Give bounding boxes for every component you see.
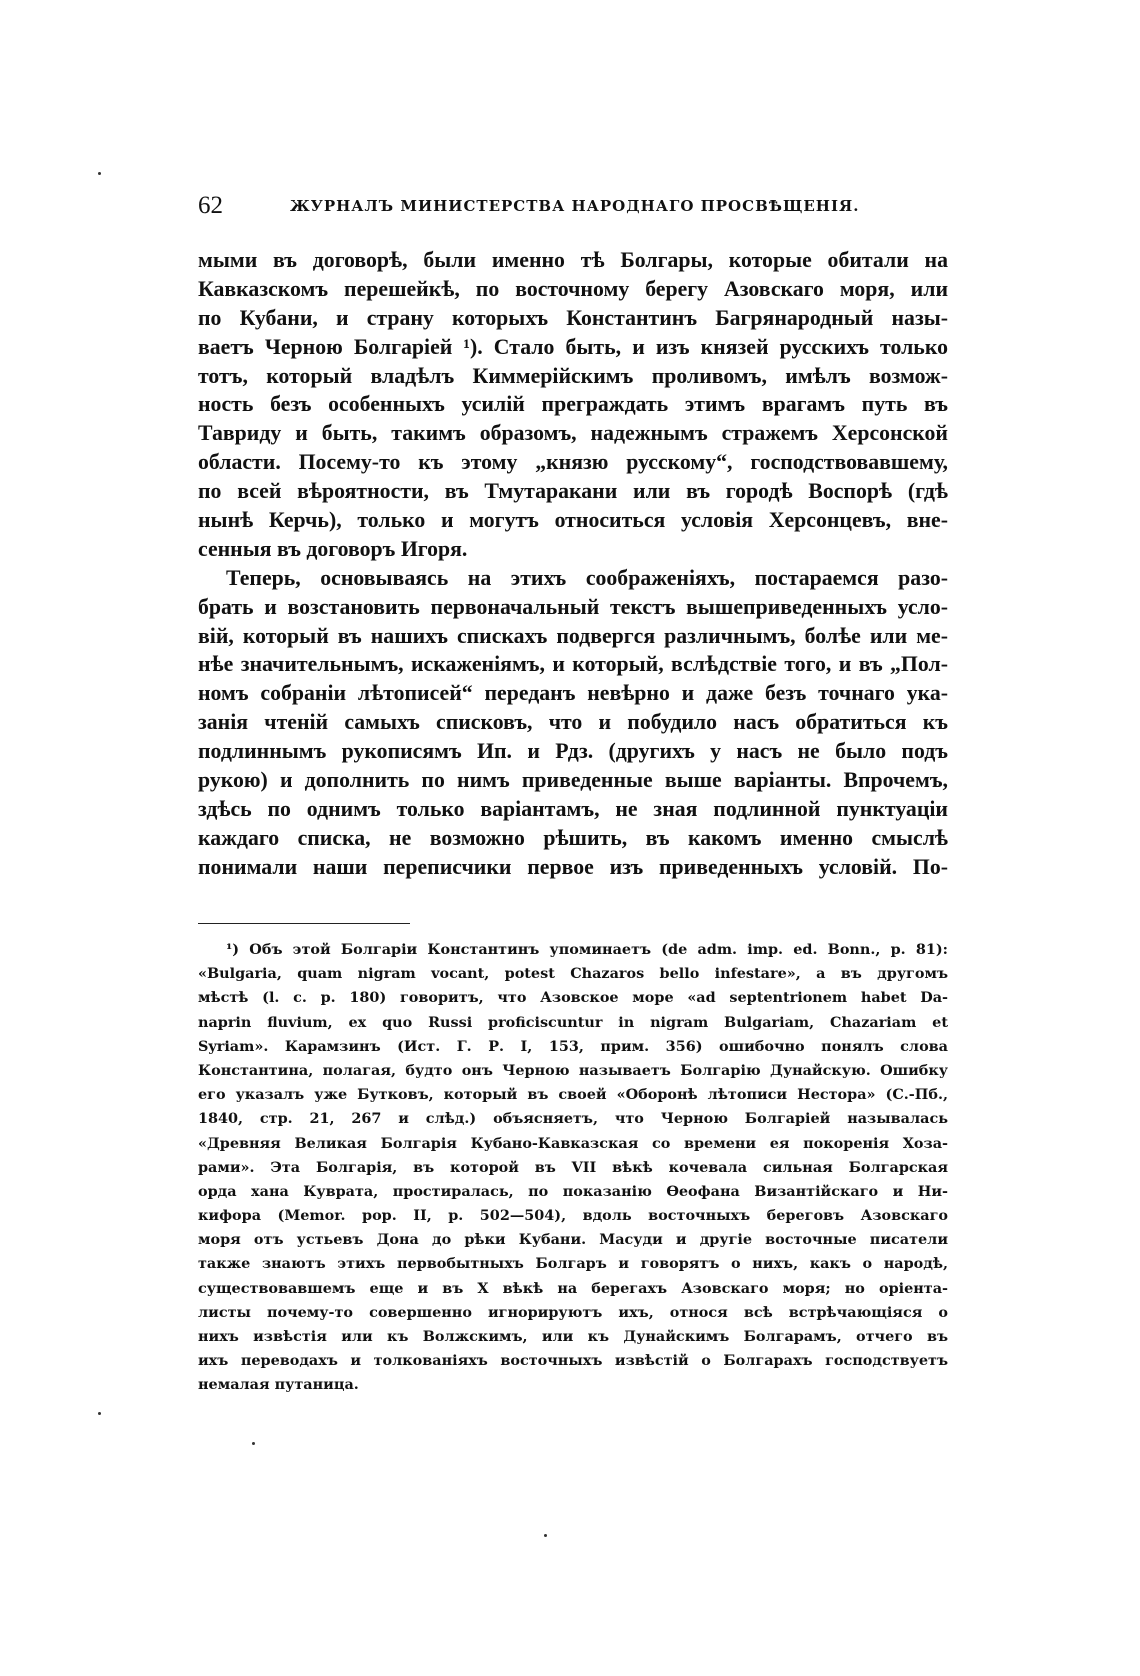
scan-speck <box>252 1442 255 1445</box>
footnote-line: 1840, стр. 21, 267 и слѣд.) объясняетъ, что Черною Болгаріей называлась <box>198 1110 948 1128</box>
footnote-line: «Bulgaria, quam nigram vocant, potest Chazaros bello infestare», а въ другомъ <box>198 965 948 983</box>
running-title: ЖУРНАЛЪ МИНИСТЕРСТВА НАРОДНАГО ПРОСВѢЩЕНІЯ. <box>290 197 860 215</box>
footnote-line: листы почему-то совершенно игнорируютъ ихъ, относя всѣ встрѣчающіяся о <box>198 1303 948 1321</box>
scan-speck <box>544 1534 547 1537</box>
body-line: ваетъ Черною Болгаріей ¹). Стало быть, и изъ князей русскихъ только <box>198 334 948 359</box>
body-text <box>198 246 948 882</box>
footnote-rule <box>198 923 410 924</box>
scan-speck <box>98 1412 101 1415</box>
footnote-line: орда хана Куврата, простиралась, по показанію Ѳеофана Византійскаго и Ни- <box>198 1182 948 1200</box>
footnote-line: naprin fluvium, ex quo Russi proficiscuntur in nigram Bulgariam, Chazariam et <box>198 1013 948 1031</box>
footnote-line: Константина, полагая, будто онъ Черною называетъ Болгарію Дунайскую. Ошибку <box>198 1061 948 1079</box>
footnote-line: его указалъ уже Бутковъ, который въ своей «Оборонѣ лѣтописи Нестора» (С.-Пб., <box>198 1086 948 1104</box>
body-line: по всей вѣроятности, въ Тмутаракани или въ городѣ Воспорѣ (гдѣ <box>198 479 948 504</box>
body-line: рукою) и дополнить по нимъ приведенные выше варіанты. Впрочемъ, <box>198 768 948 793</box>
body-line: ность безъ особенныхъ усилій преграждать этимъ врагамъ путь въ <box>198 392 948 417</box>
footnote-line: рами». Эта Болгарія, въ которой въ VII вѣкѣ кочевала сильная Болгарская <box>198 1158 948 1176</box>
body-line: брать и возстановить первоначальный текстъ вышеприведенныхъ усло- <box>198 594 948 619</box>
footnote-line: существовавшемъ еще и въ X вѣкѣ на берегахъ Азовскаго моря; но оріента- <box>198 1279 948 1297</box>
body-line: Теперь, основываясь на этихъ соображеніяхъ, постараемся разо- <box>226 565 948 590</box>
footnote-line: «Древняя Великая Болгарія Кубано-Кавказская со времени ея покоренія Хоза- <box>198 1134 948 1152</box>
body-line: мыми въ договорѣ, были именно тѣ Болгары, которые обитали на <box>198 248 948 272</box>
body-line: тотъ, который владѣлъ Киммерійскимъ проливомъ, имѣлъ возмож- <box>198 363 948 388</box>
body-line: номъ собраніи лѣтописей“ переданъ невѣрно и даже безъ точнаго ука- <box>198 681 948 706</box>
footnote-line: немалая путаница. <box>198 1376 359 1394</box>
footnote-line: ¹) Объ этой Болгаріи Константинъ упоминаетъ (de adm. imp. ed. Bonn., p. 81): <box>226 941 948 958</box>
body-line: каждаго списка, не возможно рѣшить, въ какомъ именно смыслѣ <box>198 825 948 850</box>
body-line: понимали наши переписчики первое изъ приведенныхъ условій. По- <box>198 854 948 879</box>
footnote-line: Syriam». Карамзинъ (Ист. Г. Р. I, 153, прим. 356) ошибочно понялъ слова <box>198 1037 948 1055</box>
body-line: вій, который въ нашихъ спискахъ подвергся различнымъ, болѣе или ме- <box>198 623 948 648</box>
page-number: 62 <box>198 192 223 219</box>
body-line: подлиннымъ рукописямъ Ип. и Рдз. (другихъ у насъ не было подъ <box>198 739 948 764</box>
body-line: здѣсь по однимъ только варіантамъ, не зная подлинной пунктуаціи <box>198 796 948 821</box>
body-line: нынѣ Керчь), только и могутъ относиться условія Херсонцевъ, вне- <box>198 508 948 533</box>
footnote-line: моря отъ устьевъ Дона до рѣки Кубани. Масуди и другіе восточные писатели <box>198 1231 948 1249</box>
footnotes <box>198 938 948 1398</box>
footnote-line: мѣстѣ (l. c. p. 180) говоритъ, что Азовское море «ad septentrionem habet Da- <box>198 989 948 1007</box>
page-header <box>198 192 958 220</box>
body-line: по Кубани, и страну которыхъ Константинъ Багрянародный назы- <box>198 305 948 330</box>
body-line: занія чтеній самыхъ списковъ, что и побудило насъ обратиться къ <box>198 710 948 735</box>
footnote-line: ихъ переводахъ и толкованіяхъ восточныхъ извѣстій о Болгарахъ господствуетъ <box>198 1352 948 1370</box>
footnote-line: кифора (Memor. pop. II, p. 502—504), вдоль восточныхъ береговъ Азовскаго <box>198 1207 948 1225</box>
body-line: Кавказскомъ перешейкѣ, по восточному берегу Азовскаго моря, или <box>198 276 948 301</box>
body-line: области. Посему-то къ этому „князю русскому“, господствовавшему, <box>198 450 948 475</box>
body-line: нѣе значительнымъ, искаженіямъ, и который, вслѣдствіе того, и въ „Пол- <box>198 652 948 677</box>
body-line: сенныя въ договоръ Игоря. <box>198 536 468 561</box>
body-line: Тавриду и быть, такимъ образомъ, надежнымъ стражемъ Херсонской <box>198 421 948 446</box>
scan-speck <box>98 172 101 175</box>
footnote-line: также знаютъ этихъ первобытныхъ Болгаръ и говорятъ о нихъ, какъ о народѣ, <box>198 1255 948 1273</box>
footnote-line: нихъ извѣстія или къ Волжскимъ, или къ Дунайскимъ Болгарамъ, отчего въ <box>198 1328 948 1345</box>
